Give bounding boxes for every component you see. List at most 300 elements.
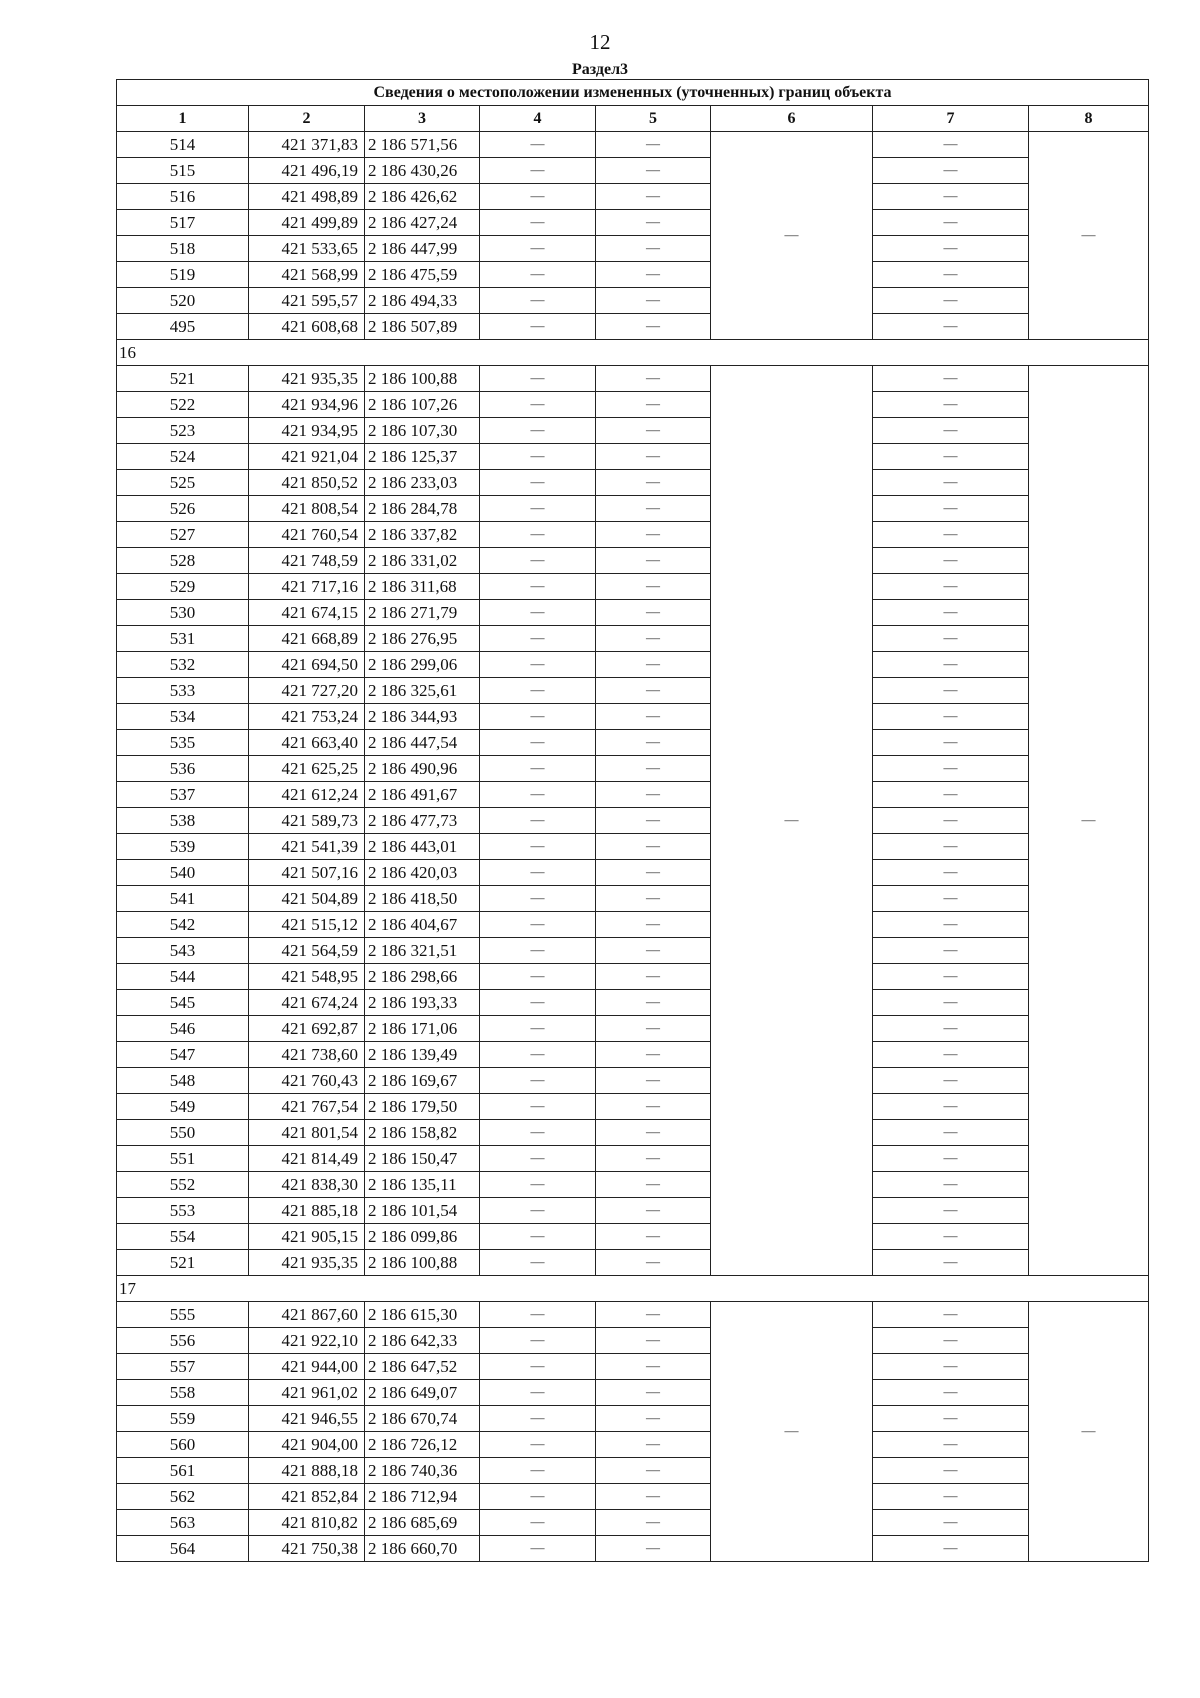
column-7-cell: — <box>873 808 1029 834</box>
y-coordinate-cell: 2 186 670,74 <box>365 1406 480 1432</box>
y-coordinate-cell: 2 186 491,67 <box>365 782 480 808</box>
column-5-cell: — <box>596 418 711 444</box>
point-number-cell: 537 <box>117 782 249 808</box>
table-row <box>117 548 1149 574</box>
column-7-cell: — <box>873 912 1029 938</box>
point-number-cell: 518 <box>117 236 249 262</box>
table-row <box>117 132 1149 158</box>
table-row <box>117 470 1149 496</box>
x-coordinate-cell: 421 801,54 <box>249 1120 365 1146</box>
x-coordinate-cell: 421 961,02 <box>249 1380 365 1406</box>
point-number-cell: 532 <box>117 652 249 678</box>
column-4-cell: — <box>480 1302 596 1328</box>
point-number-cell: 543 <box>117 938 249 964</box>
column-6-cell: — <box>711 1302 873 1562</box>
column-7-cell: — <box>873 782 1029 808</box>
table-row <box>117 1432 1149 1458</box>
point-number-cell: 523 <box>117 418 249 444</box>
column-7-cell: — <box>873 548 1029 574</box>
table-header-row <box>117 106 1149 132</box>
y-coordinate-cell: 2 186 726,12 <box>365 1432 480 1458</box>
column-7-cell: — <box>873 1146 1029 1172</box>
point-number-cell: 520 <box>117 288 249 314</box>
point-number-cell: 514 <box>117 132 249 158</box>
column-5-cell: — <box>596 262 711 288</box>
coordinates-table <box>116 79 1149 1562</box>
group-label-row <box>117 340 1149 366</box>
table-row <box>117 1536 1149 1562</box>
column-5-cell: — <box>596 652 711 678</box>
y-coordinate-cell: 2 186 344,93 <box>365 704 480 730</box>
column-4-cell: — <box>480 314 596 340</box>
point-number-cell: 563 <box>117 1510 249 1536</box>
y-coordinate-cell: 2 186 125,37 <box>365 444 480 470</box>
point-number-cell: 528 <box>117 548 249 574</box>
x-coordinate-cell: 421 810,82 <box>249 1510 365 1536</box>
column-4-cell: — <box>480 262 596 288</box>
column-6-cell: — <box>711 132 873 340</box>
x-coordinate-cell: 421 753,24 <box>249 704 365 730</box>
point-number-cell: 551 <box>117 1146 249 1172</box>
y-coordinate-cell: 2 186 494,33 <box>365 288 480 314</box>
x-coordinate-cell: 421 748,59 <box>249 548 365 574</box>
table-row <box>117 262 1149 288</box>
table-row <box>117 652 1149 678</box>
x-coordinate-cell: 421 852,84 <box>249 1484 365 1510</box>
column-7-cell: — <box>873 132 1029 158</box>
column-5-cell: — <box>596 1250 711 1276</box>
column-4-cell: — <box>480 1406 596 1432</box>
table-row <box>117 1172 1149 1198</box>
column-5-cell: — <box>596 392 711 418</box>
table-row <box>117 314 1149 340</box>
column-7-cell: — <box>873 1354 1029 1380</box>
column-5-cell: — <box>596 1198 711 1224</box>
table-row <box>117 1328 1149 1354</box>
y-coordinate-cell: 2 186 331,02 <box>365 548 480 574</box>
column-7-cell: — <box>873 470 1029 496</box>
column-5-cell: — <box>596 158 711 184</box>
column-7-cell: — <box>873 1172 1029 1198</box>
column-header: 5 <box>596 106 711 132</box>
x-coordinate-cell: 421 944,00 <box>249 1354 365 1380</box>
x-coordinate-cell: 421 946,55 <box>249 1406 365 1432</box>
column-4-cell: — <box>480 1068 596 1094</box>
point-number-cell: 516 <box>117 184 249 210</box>
y-coordinate-cell: 2 186 100,88 <box>365 1250 480 1276</box>
table-row <box>117 1510 1149 1536</box>
column-7-cell: — <box>873 730 1029 756</box>
column-4-cell: — <box>480 626 596 652</box>
column-7-cell: — <box>873 1198 1029 1224</box>
column-5-cell: — <box>596 860 711 886</box>
column-4-cell: — <box>480 1016 596 1042</box>
y-coordinate-cell: 2 186 107,30 <box>365 418 480 444</box>
column-5-cell: — <box>596 1120 711 1146</box>
y-coordinate-cell: 2 186 475,59 <box>365 262 480 288</box>
column-6-cell: — <box>711 366 873 1276</box>
table-row <box>117 1016 1149 1042</box>
table-row <box>117 496 1149 522</box>
point-number-cell: 558 <box>117 1380 249 1406</box>
y-coordinate-cell: 2 186 101,54 <box>365 1198 480 1224</box>
point-number-cell: 561 <box>117 1458 249 1484</box>
column-header: 4 <box>480 106 596 132</box>
column-5-cell: — <box>596 1354 711 1380</box>
x-coordinate-cell: 421 694,50 <box>249 652 365 678</box>
column-5-cell: — <box>596 574 711 600</box>
column-7-cell: — <box>873 288 1029 314</box>
point-number-cell: 550 <box>117 1120 249 1146</box>
point-number-cell: 542 <box>117 912 249 938</box>
x-coordinate-cell: 421 498,89 <box>249 184 365 210</box>
y-coordinate-cell: 2 186 615,30 <box>365 1302 480 1328</box>
table-row <box>117 1120 1149 1146</box>
point-number-cell: 556 <box>117 1328 249 1354</box>
column-5-cell: — <box>596 1042 711 1068</box>
column-7-cell: — <box>873 1042 1029 1068</box>
x-coordinate-cell: 421 507,16 <box>249 860 365 886</box>
y-coordinate-cell: 2 186 426,62 <box>365 184 480 210</box>
column-4-cell: — <box>480 522 596 548</box>
point-number-cell: 541 <box>117 886 249 912</box>
column-4-cell: — <box>480 1510 596 1536</box>
y-coordinate-cell: 2 186 321,51 <box>365 938 480 964</box>
column-7-cell: — <box>873 1120 1029 1146</box>
column-4-cell: — <box>480 1120 596 1146</box>
point-number-cell: 552 <box>117 1172 249 1198</box>
column-7-cell: — <box>873 756 1029 782</box>
y-coordinate-cell: 2 186 233,03 <box>365 470 480 496</box>
point-number-cell: 545 <box>117 990 249 1016</box>
point-number-cell: 536 <box>117 756 249 782</box>
x-coordinate-cell: 421 533,65 <box>249 236 365 262</box>
point-number-cell: 554 <box>117 1224 249 1250</box>
point-number-cell: 564 <box>117 1536 249 1562</box>
point-number-cell: 521 <box>117 366 249 392</box>
column-7-cell: — <box>873 574 1029 600</box>
group-label: 16 <box>117 340 1149 366</box>
column-4-cell: — <box>480 912 596 938</box>
column-4-cell: — <box>480 288 596 314</box>
group-label: 17 <box>117 1276 1149 1302</box>
table-row <box>117 1458 1149 1484</box>
y-coordinate-cell: 2 186 443,01 <box>365 834 480 860</box>
column-5-cell: — <box>596 210 711 236</box>
point-number-cell: 549 <box>117 1094 249 1120</box>
column-5-cell: — <box>596 1328 711 1354</box>
y-coordinate-cell: 2 186 150,47 <box>365 1146 480 1172</box>
y-coordinate-cell: 2 186 179,50 <box>365 1094 480 1120</box>
point-number-cell: 529 <box>117 574 249 600</box>
x-coordinate-cell: 421 934,96 <box>249 392 365 418</box>
table-caption: Сведения о местоположении измененных (уточненных) границ объекта <box>117 80 1149 106</box>
column-7-cell: — <box>873 704 1029 730</box>
point-number-cell: 548 <box>117 1068 249 1094</box>
column-5-cell: — <box>596 886 711 912</box>
y-coordinate-cell: 2 186 135,11 <box>365 1172 480 1198</box>
column-5-cell: — <box>596 496 711 522</box>
table-row <box>117 990 1149 1016</box>
x-coordinate-cell: 421 935,35 <box>249 1250 365 1276</box>
column-4-cell: — <box>480 652 596 678</box>
point-number-cell: 534 <box>117 704 249 730</box>
point-number-cell: 530 <box>117 600 249 626</box>
table-row <box>117 704 1149 730</box>
point-number-cell: 553 <box>117 1198 249 1224</box>
column-5-cell: — <box>596 990 711 1016</box>
table-row <box>117 730 1149 756</box>
column-5-cell: — <box>596 1432 711 1458</box>
x-coordinate-cell: 421 760,43 <box>249 1068 365 1094</box>
y-coordinate-cell: 2 186 660,70 <box>365 1536 480 1562</box>
column-5-cell: — <box>596 1458 711 1484</box>
table-row <box>117 808 1149 834</box>
column-header: 6 <box>711 106 873 132</box>
column-4-cell: — <box>480 444 596 470</box>
table-row <box>117 236 1149 262</box>
column-5-cell: — <box>596 1536 711 1562</box>
column-5-cell: — <box>596 730 711 756</box>
column-7-cell: — <box>873 860 1029 886</box>
y-coordinate-cell: 2 186 649,07 <box>365 1380 480 1406</box>
table-row <box>117 756 1149 782</box>
column-4-cell: — <box>480 600 596 626</box>
x-coordinate-cell: 421 612,24 <box>249 782 365 808</box>
column-4-cell: — <box>480 1094 596 1120</box>
y-coordinate-cell: 2 186 100,88 <box>365 366 480 392</box>
y-coordinate-cell: 2 186 404,67 <box>365 912 480 938</box>
column-7-cell: — <box>873 1484 1029 1510</box>
x-coordinate-cell: 421 496,19 <box>249 158 365 184</box>
column-5-cell: — <box>596 366 711 392</box>
column-5-cell: — <box>596 600 711 626</box>
column-5-cell: — <box>596 912 711 938</box>
table-row <box>117 1484 1149 1510</box>
column-4-cell: — <box>480 1198 596 1224</box>
table-row <box>117 158 1149 184</box>
table-row <box>117 392 1149 418</box>
x-coordinate-cell: 421 935,35 <box>249 366 365 392</box>
point-number-cell: 522 <box>117 392 249 418</box>
column-4-cell: — <box>480 1354 596 1380</box>
column-7-cell: — <box>873 522 1029 548</box>
point-number-cell: 544 <box>117 964 249 990</box>
x-coordinate-cell: 421 625,25 <box>249 756 365 782</box>
column-5-cell: — <box>596 938 711 964</box>
x-coordinate-cell: 421 608,68 <box>249 314 365 340</box>
point-number-cell: 495 <box>117 314 249 340</box>
column-8-cell: — <box>1029 366 1149 1276</box>
column-5-cell: — <box>596 808 711 834</box>
y-coordinate-cell: 2 186 193,33 <box>365 990 480 1016</box>
x-coordinate-cell: 421 504,89 <box>249 886 365 912</box>
y-coordinate-cell: 2 186 647,52 <box>365 1354 480 1380</box>
column-4-cell: — <box>480 574 596 600</box>
column-4-cell: — <box>480 1432 596 1458</box>
table-row <box>117 210 1149 236</box>
table-row <box>117 1354 1149 1380</box>
column-7-cell: — <box>873 1068 1029 1094</box>
point-number-cell: 533 <box>117 678 249 704</box>
column-4-cell: — <box>480 808 596 834</box>
x-coordinate-cell: 421 767,54 <box>249 1094 365 1120</box>
point-number-cell: 560 <box>117 1432 249 1458</box>
point-number-cell: 540 <box>117 860 249 886</box>
x-coordinate-cell: 421 738,60 <box>249 1042 365 1068</box>
table-row <box>117 912 1149 938</box>
point-number-cell: 538 <box>117 808 249 834</box>
column-5-cell: — <box>596 1016 711 1042</box>
table-row <box>117 418 1149 444</box>
y-coordinate-cell: 2 186 712,94 <box>365 1484 480 1510</box>
table-row <box>117 938 1149 964</box>
y-coordinate-cell: 2 186 298,66 <box>365 964 480 990</box>
table-row <box>117 184 1149 210</box>
column-7-cell: — <box>873 418 1029 444</box>
column-4-cell: — <box>480 392 596 418</box>
x-coordinate-cell: 421 564,59 <box>249 938 365 964</box>
table-row <box>117 886 1149 912</box>
column-4-cell: — <box>480 1146 596 1172</box>
table-row <box>117 1146 1149 1172</box>
column-7-cell: — <box>873 496 1029 522</box>
column-4-cell: — <box>480 1458 596 1484</box>
column-7-cell: — <box>873 158 1029 184</box>
table-row <box>117 1068 1149 1094</box>
column-4-cell: — <box>480 496 596 522</box>
table-row <box>117 1198 1149 1224</box>
column-7-cell: — <box>873 1458 1029 1484</box>
point-number-cell: 515 <box>117 158 249 184</box>
column-7-cell: — <box>873 1406 1029 1432</box>
point-number-cell: 531 <box>117 626 249 652</box>
x-coordinate-cell: 421 838,30 <box>249 1172 365 1198</box>
table-row <box>117 1224 1149 1250</box>
column-4-cell: — <box>480 418 596 444</box>
column-5-cell: — <box>596 470 711 496</box>
y-coordinate-cell: 2 186 490,96 <box>365 756 480 782</box>
column-7-cell: — <box>873 964 1029 990</box>
column-5-cell: — <box>596 782 711 808</box>
x-coordinate-cell: 421 934,95 <box>249 418 365 444</box>
y-coordinate-cell: 2 186 430,26 <box>365 158 480 184</box>
y-coordinate-cell: 2 186 427,24 <box>365 210 480 236</box>
point-number-cell: 525 <box>117 470 249 496</box>
column-5-cell: — <box>596 756 711 782</box>
table-caption-row <box>117 80 1149 106</box>
column-4-cell: — <box>480 704 596 730</box>
x-coordinate-cell: 421 568,99 <box>249 262 365 288</box>
column-4-cell: — <box>480 964 596 990</box>
point-number-cell: 535 <box>117 730 249 756</box>
point-number-cell: 521 <box>117 1250 249 1276</box>
column-4-cell: — <box>480 756 596 782</box>
column-7-cell: — <box>873 392 1029 418</box>
column-4-cell: — <box>480 470 596 496</box>
column-4-cell: — <box>480 132 596 158</box>
y-coordinate-cell: 2 186 139,49 <box>365 1042 480 1068</box>
y-coordinate-cell: 2 186 284,78 <box>365 496 480 522</box>
column-7-cell: — <box>873 236 1029 262</box>
column-5-cell: — <box>596 522 711 548</box>
x-coordinate-cell: 421 814,49 <box>249 1146 365 1172</box>
column-4-cell: — <box>480 1380 596 1406</box>
column-5-cell: — <box>596 1146 711 1172</box>
table-row <box>117 1250 1149 1276</box>
column-5-cell: — <box>596 834 711 860</box>
x-coordinate-cell: 421 674,15 <box>249 600 365 626</box>
column-7-cell: — <box>873 652 1029 678</box>
point-number-cell: 539 <box>117 834 249 860</box>
point-number-cell: 547 <box>117 1042 249 1068</box>
column-7-cell: — <box>873 1510 1029 1536</box>
x-coordinate-cell: 421 808,54 <box>249 496 365 522</box>
y-coordinate-cell: 2 186 642,33 <box>365 1328 480 1354</box>
column-7-cell: — <box>873 600 1029 626</box>
column-4-cell: — <box>480 1250 596 1276</box>
x-coordinate-cell: 421 717,16 <box>249 574 365 600</box>
column-5-cell: — <box>596 1302 711 1328</box>
x-coordinate-cell: 421 663,40 <box>249 730 365 756</box>
column-5-cell: — <box>596 1172 711 1198</box>
column-4-cell: — <box>480 210 596 236</box>
column-header: 1 <box>117 106 249 132</box>
table-row <box>117 366 1149 392</box>
column-7-cell: — <box>873 1250 1029 1276</box>
x-coordinate-cell: 421 922,10 <box>249 1328 365 1354</box>
point-number-cell: 557 <box>117 1354 249 1380</box>
y-coordinate-cell: 2 186 169,67 <box>365 1068 480 1094</box>
point-number-cell: 546 <box>117 1016 249 1042</box>
table-row <box>117 444 1149 470</box>
x-coordinate-cell: 421 674,24 <box>249 990 365 1016</box>
y-coordinate-cell: 2 186 099,86 <box>365 1224 480 1250</box>
y-coordinate-cell: 2 186 171,06 <box>365 1016 480 1042</box>
column-4-cell: — <box>480 730 596 756</box>
table-row <box>117 600 1149 626</box>
x-coordinate-cell: 421 921,04 <box>249 444 365 470</box>
y-coordinate-cell: 2 186 571,56 <box>365 132 480 158</box>
column-7-cell: — <box>873 990 1029 1016</box>
x-coordinate-cell: 421 515,12 <box>249 912 365 938</box>
column-4-cell: — <box>480 938 596 964</box>
column-5-cell: — <box>596 1068 711 1094</box>
column-4-cell: — <box>480 1328 596 1354</box>
column-4-cell: — <box>480 678 596 704</box>
column-7-cell: — <box>873 678 1029 704</box>
y-coordinate-cell: 2 186 447,54 <box>365 730 480 756</box>
column-4-cell: — <box>480 1224 596 1250</box>
column-5-cell: — <box>596 1380 711 1406</box>
y-coordinate-cell: 2 186 107,26 <box>365 392 480 418</box>
x-coordinate-cell: 421 888,18 <box>249 1458 365 1484</box>
column-7-cell: — <box>873 1094 1029 1120</box>
table-row <box>117 964 1149 990</box>
y-coordinate-cell: 2 186 685,69 <box>365 1510 480 1536</box>
y-coordinate-cell: 2 186 420,03 <box>365 860 480 886</box>
column-5-cell: — <box>596 964 711 990</box>
point-number-cell: 517 <box>117 210 249 236</box>
y-coordinate-cell: 2 186 507,89 <box>365 314 480 340</box>
point-number-cell: 526 <box>117 496 249 522</box>
column-4-cell: — <box>480 158 596 184</box>
column-7-cell: — <box>873 1328 1029 1354</box>
column-7-cell: — <box>873 1224 1029 1250</box>
column-7-cell: — <box>873 366 1029 392</box>
column-header: 3 <box>365 106 480 132</box>
column-4-cell: — <box>480 184 596 210</box>
